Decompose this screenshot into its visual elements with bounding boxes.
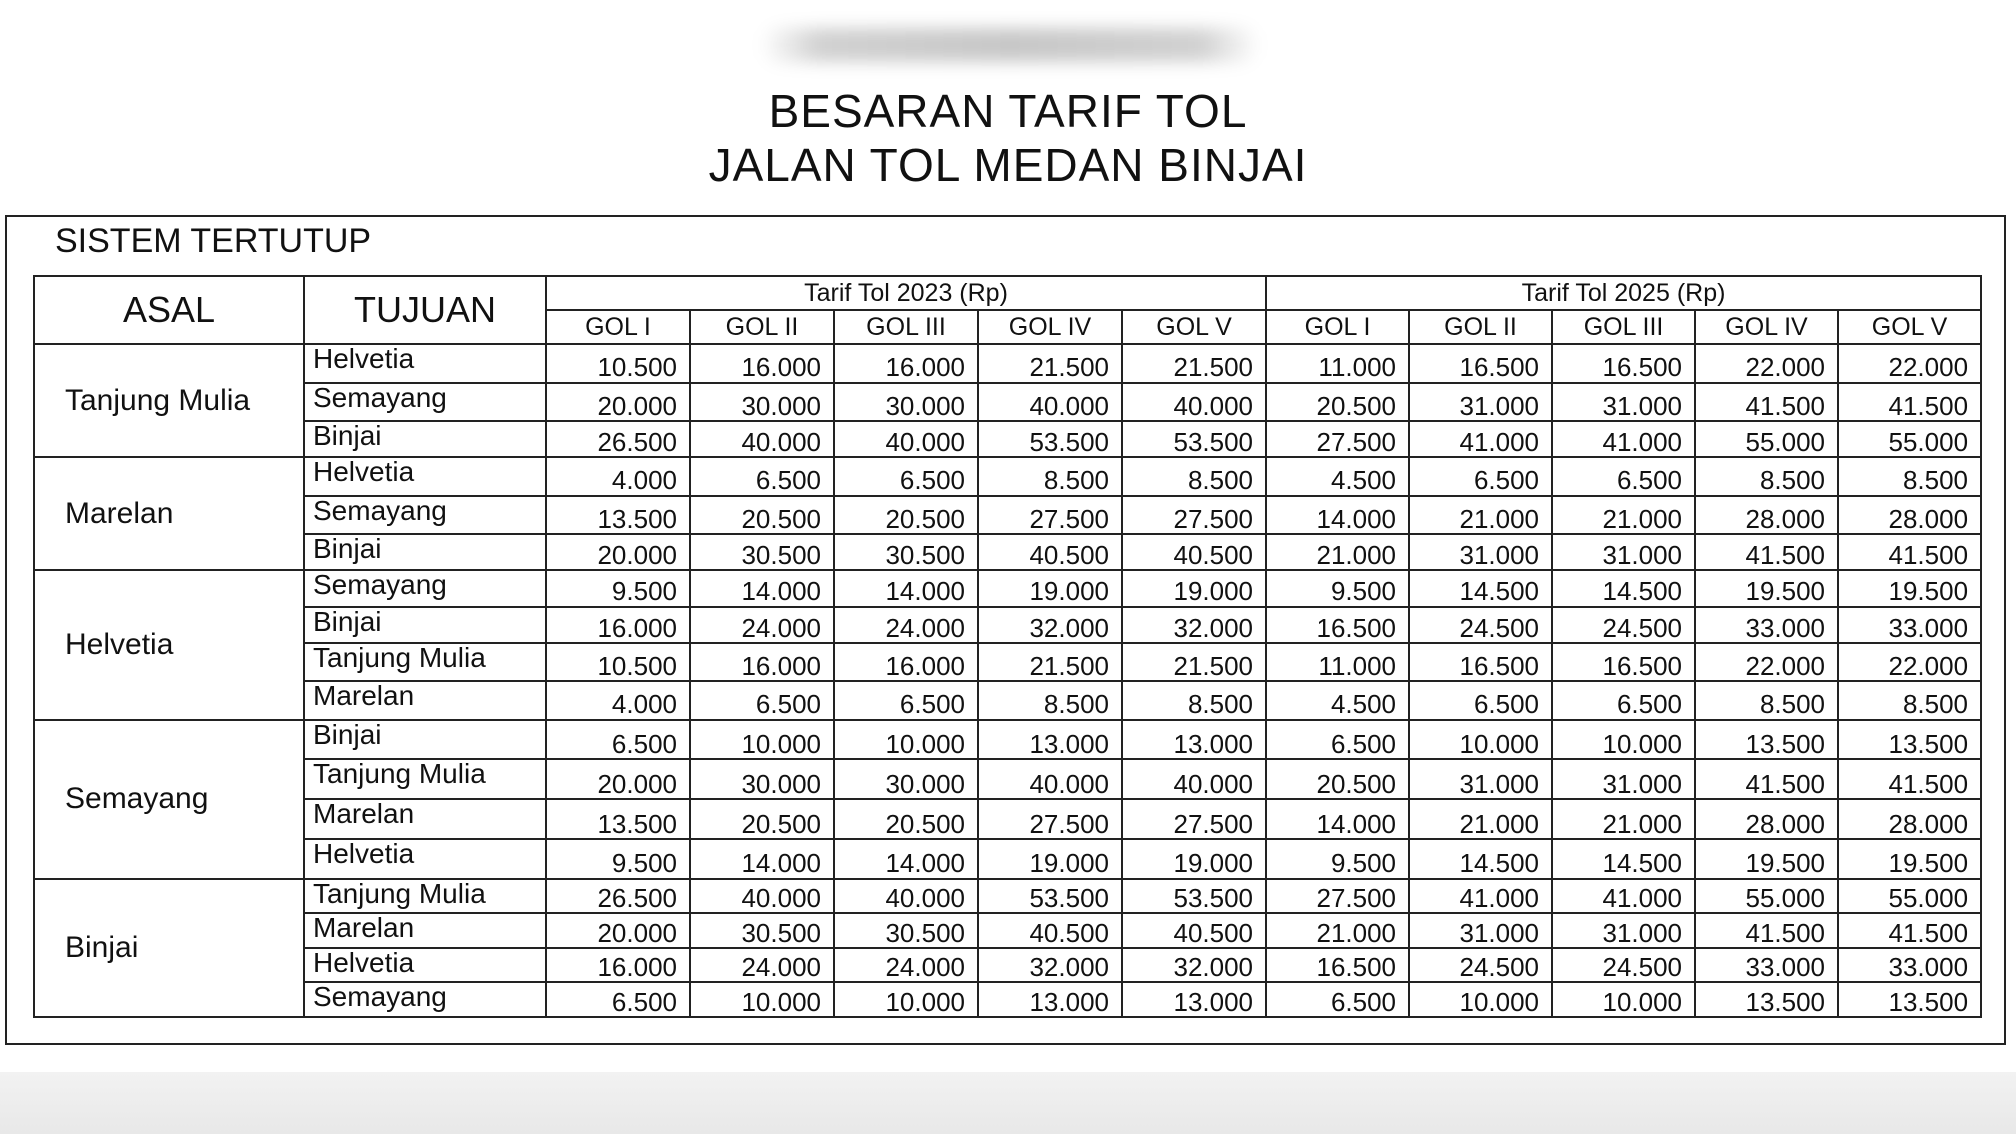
- system-label: SISTEM TERTUTUP: [55, 222, 372, 260]
- tariff-cell-2023-gol-3: 40.000: [834, 421, 978, 457]
- tariff-cell-2023-gol-3: 14.000: [834, 839, 978, 879]
- tariff-cell-2023-gol-3: 30.000: [834, 759, 978, 799]
- destination-cell: Binjai: [304, 534, 546, 570]
- tariff-cell-2025-gol-5: 33.000: [1838, 607, 1981, 644]
- destination-cell: Marelan: [304, 799, 546, 839]
- tariff-cell-2023-gol-5: 53.500: [1122, 421, 1266, 457]
- tariff-cell-2023-gol-4: 53.500: [978, 421, 1122, 457]
- header-2023-gol-2: GOL II: [690, 310, 834, 344]
- tariff-body: [34, 344, 1981, 1017]
- tariff-cell-2025-gol-4: 41.500: [1695, 383, 1838, 422]
- destination-cell: Binjai: [304, 607, 546, 644]
- tariff-cell-2023-gol-3: 10.000: [834, 982, 978, 1017]
- tariff-cell-2025-gol-3: 10.000: [1552, 982, 1695, 1017]
- tariff-cell-2023-gol-1: 10.500: [546, 344, 690, 383]
- destination-cell: Semayang: [304, 383, 546, 422]
- tariff-cell-2025-gol-4: 13.500: [1695, 982, 1838, 1017]
- destination-cell: Marelan: [304, 913, 546, 948]
- tariff-cell-2025-gol-4: 8.500: [1695, 681, 1838, 720]
- header-2025-gol-2: GOL II: [1409, 310, 1552, 344]
- tariff-cell-2023-gol-1: 4.000: [546, 457, 690, 496]
- tariff-cell-2025-gol-2: 10.000: [1409, 982, 1552, 1017]
- tariff-cell-2025-gol-4: 13.500: [1695, 720, 1838, 760]
- destination-cell: Helvetia: [304, 457, 546, 496]
- blurred-footer-area: [0, 1072, 2016, 1134]
- table-row: [34, 643, 1981, 681]
- tariff-cell-2025-gol-5: 22.000: [1838, 643, 1981, 681]
- tariff-cell-2023-gol-1: 6.500: [546, 720, 690, 760]
- tariff-cell-2023-gol-4: 19.000: [978, 570, 1122, 607]
- tariff-cell-2023-gol-4: 21.500: [978, 643, 1122, 681]
- tariff-cell-2025-gol-4: 41.500: [1695, 759, 1838, 799]
- destination-cell: Helvetia: [304, 344, 546, 383]
- origin-cell: Semayang: [34, 720, 304, 879]
- tariff-cell-2025-gol-4: 33.000: [1695, 948, 1838, 983]
- header-2023-gol-1: GOL I: [546, 310, 690, 344]
- tariff-cell-2025-gol-2: 41.000: [1409, 421, 1552, 457]
- table-row: [34, 759, 1981, 799]
- header-2025-gol-1: GOL I: [1266, 310, 1409, 344]
- tariff-cell-2023-gol-2: 24.000: [690, 948, 834, 983]
- tariff-cell-2025-gol-3: 6.500: [1552, 681, 1695, 720]
- tariff-cell-2025-gol-3: 14.500: [1552, 570, 1695, 607]
- tariff-cell-2025-gol-4: 55.000: [1695, 421, 1838, 457]
- tariff-cell-2025-gol-5: 13.500: [1838, 982, 1981, 1017]
- header-2023-gol-3: GOL III: [834, 310, 978, 344]
- tariff-cell-2023-gol-4: 13.000: [978, 720, 1122, 760]
- tariff-cell-2025-gol-3: 10.000: [1552, 720, 1695, 760]
- tariff-cell-2023-gol-3: 24.000: [834, 607, 978, 644]
- table-row: [34, 607, 1981, 644]
- tariff-cell-2025-gol-2: 21.000: [1409, 496, 1552, 535]
- tariff-cell-2025-gol-5: 41.500: [1838, 534, 1981, 570]
- header-2025-gol-3: GOL III: [1552, 310, 1695, 344]
- tariff-cell-2025-gol-4: 55.000: [1695, 879, 1838, 914]
- tariff-cell-2023-gol-5: 19.000: [1122, 839, 1266, 879]
- tariff-cell-2023-gol-4: 32.000: [978, 948, 1122, 983]
- tariff-cell-2023-gol-5: 13.000: [1122, 720, 1266, 760]
- tariff-cell-2025-gol-1: 16.500: [1266, 607, 1409, 644]
- table-row: [34, 948, 1981, 983]
- tariff-cell-2025-gol-3: 21.000: [1552, 799, 1695, 839]
- tariff-cell-2025-gol-1: 21.000: [1266, 913, 1409, 948]
- tariff-cell-2023-gol-1: 13.500: [546, 799, 690, 839]
- header-asal: ASAL: [34, 276, 304, 344]
- page-title-line-2: JALAN TOL MEDAN BINJAI: [708, 139, 1308, 191]
- tariff-cell-2023-gol-3: 20.500: [834, 496, 978, 535]
- tariff-cell-2025-gol-1: 16.500: [1266, 948, 1409, 983]
- header-2023-gol-4: GOL IV: [978, 310, 1122, 344]
- table-row: [34, 421, 1981, 457]
- tariff-cell-2025-gol-1: 27.500: [1266, 421, 1409, 457]
- tariff-cell-2025-gol-3: 24.500: [1552, 607, 1695, 644]
- tariff-cell-2025-gol-4: 28.000: [1695, 496, 1838, 535]
- tariff-cell-2023-gol-5: 21.500: [1122, 643, 1266, 681]
- tariff-cell-2023-gol-3: 20.500: [834, 799, 978, 839]
- table-row: [34, 839, 1981, 879]
- tariff-cell-2025-gol-5: 55.000: [1838, 879, 1981, 914]
- tariff-cell-2025-gol-1: 9.500: [1266, 839, 1409, 879]
- tariff-cell-2023-gol-2: 14.000: [690, 839, 834, 879]
- tariff-cell-2025-gol-3: 24.500: [1552, 948, 1695, 983]
- tariff-cell-2025-gol-5: 28.000: [1838, 496, 1981, 535]
- tariff-cell-2025-gol-2: 14.500: [1409, 570, 1552, 607]
- tariff-cell-2025-gol-4: 33.000: [1695, 607, 1838, 644]
- tariff-cell-2023-gol-1: 9.500: [546, 839, 690, 879]
- tariff-cell-2025-gol-4: 19.500: [1695, 839, 1838, 879]
- table-row: [34, 344, 1981, 383]
- destination-cell: Binjai: [304, 720, 546, 760]
- tariff-cell-2025-gol-5: 13.500: [1838, 720, 1981, 760]
- tariff-cell-2025-gol-2: 6.500: [1409, 681, 1552, 720]
- tariff-cell-2025-gol-3: 16.500: [1552, 643, 1695, 681]
- destination-cell: Semayang: [304, 982, 546, 1017]
- destination-cell: Helvetia: [304, 839, 546, 879]
- tariff-cell-2023-gol-1: 13.500: [546, 496, 690, 535]
- tariff-cell-2023-gol-1: 16.000: [546, 948, 690, 983]
- tariff-cell-2025-gol-2: 16.500: [1409, 344, 1552, 383]
- table-row: [34, 496, 1981, 535]
- tariff-cell-2023-gol-4: 40.000: [978, 383, 1122, 422]
- destination-cell: Semayang: [304, 496, 546, 535]
- page-title-line-1: BESARAN TARIF TOL: [768, 85, 1248, 137]
- tariff-cell-2025-gol-5: 28.000: [1838, 799, 1981, 839]
- tariff-cell-2025-gol-3: 31.000: [1552, 759, 1695, 799]
- tariff-cell-2023-gol-5: 8.500: [1122, 457, 1266, 496]
- header-tarif-2025: Tarif Tol 2025 (Rp): [1266, 276, 1981, 310]
- tariff-cell-2025-gol-2: 31.000: [1409, 913, 1552, 948]
- blurred-header-area: [760, 28, 1260, 62]
- tariff-cell-2023-gol-5: 13.000: [1122, 982, 1266, 1017]
- destination-cell: Semayang: [304, 570, 546, 607]
- tariff-cell-2025-gol-3: 31.000: [1552, 534, 1695, 570]
- tariff-cell-2025-gol-1: 6.500: [1266, 720, 1409, 760]
- tariff-cell-2023-gol-5: 8.500: [1122, 681, 1266, 720]
- tariff-cell-2025-gol-2: 31.000: [1409, 383, 1552, 422]
- header-tarif-2023: Tarif Tol 2023 (Rp): [546, 276, 1266, 310]
- tariff-cell-2023-gol-3: 16.000: [834, 643, 978, 681]
- origin-cell: Helvetia: [34, 570, 304, 720]
- table-row: [34, 879, 1981, 914]
- destination-cell: Tanjung Mulia: [304, 879, 546, 914]
- tariff-cell-2023-gol-3: 40.000: [834, 879, 978, 914]
- tariff-cell-2023-gol-1: 9.500: [546, 570, 690, 607]
- tariff-cell-2025-gol-5: 8.500: [1838, 681, 1981, 720]
- tariff-table: [33, 275, 1982, 1018]
- tariff-cell-2023-gol-1: 20.000: [546, 913, 690, 948]
- tariff-cell-2023-gol-4: 27.500: [978, 799, 1122, 839]
- tariff-cell-2023-gol-3: 10.000: [834, 720, 978, 760]
- tariff-cell-2025-gol-4: 22.000: [1695, 643, 1838, 681]
- tariff-cell-2025-gol-4: 8.500: [1695, 457, 1838, 496]
- tariff-cell-2025-gol-1: 11.000: [1266, 643, 1409, 681]
- origin-cell: Tanjung Mulia: [34, 344, 304, 457]
- tariff-cell-2025-gol-3: 41.000: [1552, 879, 1695, 914]
- table-row: [34, 913, 1981, 948]
- tariff-cell-2025-gol-4: 19.500: [1695, 570, 1838, 607]
- tariff-cell-2025-gol-2: 16.500: [1409, 643, 1552, 681]
- tariff-cell-2023-gol-4: 40.000: [978, 759, 1122, 799]
- table-row: [34, 383, 1981, 422]
- tariff-cell-2023-gol-1: 16.000: [546, 607, 690, 644]
- table-row: [34, 799, 1981, 839]
- tariff-cell-2023-gol-2: 6.500: [690, 681, 834, 720]
- header-tujuan: TUJUAN: [304, 276, 546, 344]
- tariff-cell-2025-gol-4: 41.500: [1695, 534, 1838, 570]
- tariff-cell-2025-gol-1: 21.000: [1266, 534, 1409, 570]
- tariff-cell-2025-gol-2: 31.000: [1409, 534, 1552, 570]
- tariff-cell-2025-gol-5: 33.000: [1838, 948, 1981, 983]
- tariff-cell-2023-gol-1: 10.500: [546, 643, 690, 681]
- tariff-cell-2023-gol-4: 21.500: [978, 344, 1122, 383]
- tariff-cell-2023-gol-5: 40.500: [1122, 534, 1266, 570]
- tariff-cell-2025-gol-1: 4.500: [1266, 457, 1409, 496]
- tariff-cell-2025-gol-5: 41.500: [1838, 759, 1981, 799]
- header-2025-gol-4: GOL IV: [1695, 310, 1838, 344]
- tariff-cell-2025-gol-3: 31.000: [1552, 383, 1695, 422]
- tariff-cell-2025-gol-2: 10.000: [1409, 720, 1552, 760]
- tariff-cell-2023-gol-5: 53.500: [1122, 879, 1266, 914]
- origin-cell: Marelan: [34, 457, 304, 570]
- tariff-cell-2025-gol-3: 14.500: [1552, 839, 1695, 879]
- tariff-cell-2023-gol-2: 10.000: [690, 982, 834, 1017]
- tariff-cell-2025-gol-1: 14.000: [1266, 496, 1409, 535]
- table-row: [34, 457, 1981, 496]
- tariff-cell-2025-gol-1: 14.000: [1266, 799, 1409, 839]
- tariff-cell-2023-gol-1: 26.500: [546, 879, 690, 914]
- tariff-cell-2023-gol-1: 26.500: [546, 421, 690, 457]
- tariff-cell-2023-gol-3: 6.500: [834, 681, 978, 720]
- tariff-cell-2025-gol-2: 31.000: [1409, 759, 1552, 799]
- tariff-cell-2023-gol-2: 16.000: [690, 643, 834, 681]
- tariff-cell-2023-gol-5: 27.500: [1122, 496, 1266, 535]
- tariff-cell-2023-gol-3: 14.000: [834, 570, 978, 607]
- tariff-cell-2023-gol-5: 40.500: [1122, 913, 1266, 948]
- tariff-cell-2023-gol-2: 16.000: [690, 344, 834, 383]
- tariff-cell-2023-gol-2: 40.000: [690, 879, 834, 914]
- tariff-cell-2023-gol-4: 8.500: [978, 681, 1122, 720]
- tariff-cell-2023-gol-5: 21.500: [1122, 344, 1266, 383]
- origin-cell: Binjai: [34, 879, 304, 1017]
- tariff-cell-2025-gol-5: 19.500: [1838, 839, 1981, 879]
- table-row: [34, 681, 1981, 720]
- table-row: [34, 720, 1981, 760]
- tariff-cell-2023-gol-3: 24.000: [834, 948, 978, 983]
- tariff-cell-2023-gol-3: 16.000: [834, 344, 978, 383]
- tariff-cell-2023-gol-4: 40.500: [978, 534, 1122, 570]
- tariff-cell-2023-gol-3: 30.000: [834, 383, 978, 422]
- tariff-cell-2025-gol-4: 28.000: [1695, 799, 1838, 839]
- tariff-cell-2025-gol-1: 20.500: [1266, 759, 1409, 799]
- tariff-cell-2023-gol-2: 10.000: [690, 720, 834, 760]
- tariff-cell-2023-gol-4: 8.500: [978, 457, 1122, 496]
- tariff-cell-2025-gol-3: 6.500: [1552, 457, 1695, 496]
- header-2025-gol-5: GOL V: [1838, 310, 1981, 344]
- tariff-cell-2025-gol-2: 41.000: [1409, 879, 1552, 914]
- tariff-cell-2023-gol-3: 30.500: [834, 913, 978, 948]
- tariff-cell-2023-gol-1: 20.000: [546, 383, 690, 422]
- tariff-cell-2023-gol-2: 30.000: [690, 759, 834, 799]
- tariff-cell-2023-gol-1: 4.000: [546, 681, 690, 720]
- tariff-cell-2025-gol-1: 20.500: [1266, 383, 1409, 422]
- header-2023-gol-5: GOL V: [1122, 310, 1266, 344]
- tariff-cell-2025-gol-3: 21.000: [1552, 496, 1695, 535]
- tariff-cell-2023-gol-1: 20.000: [546, 534, 690, 570]
- tariff-cell-2023-gol-4: 27.500: [978, 496, 1122, 535]
- destination-cell: Tanjung Mulia: [304, 759, 546, 799]
- table-row: [34, 534, 1981, 570]
- tariff-cell-2023-gol-5: 40.000: [1122, 383, 1266, 422]
- tariff-cell-2025-gol-2: 24.500: [1409, 607, 1552, 644]
- tariff-cell-2023-gol-2: 30.000: [690, 383, 834, 422]
- table-row: [34, 982, 1981, 1017]
- tariff-cell-2023-gol-2: 24.000: [690, 607, 834, 644]
- tariff-cell-2025-gol-2: 6.500: [1409, 457, 1552, 496]
- tariff-cell-2023-gol-4: 32.000: [978, 607, 1122, 644]
- tariff-cell-2025-gol-5: 41.500: [1838, 383, 1981, 422]
- tariff-cell-2023-gol-2: 30.500: [690, 534, 834, 570]
- tariff-cell-2025-gol-2: 21.000: [1409, 799, 1552, 839]
- tariff-cell-2023-gol-5: 32.000: [1122, 607, 1266, 644]
- tariff-cell-2023-gol-2: 14.000: [690, 570, 834, 607]
- destination-cell: Tanjung Mulia: [304, 643, 546, 681]
- destination-cell: Marelan: [304, 681, 546, 720]
- tariff-cell-2025-gol-2: 24.500: [1409, 948, 1552, 983]
- tariff-cell-2025-gol-3: 16.500: [1552, 344, 1695, 383]
- tariff-cell-2023-gol-1: 6.500: [546, 982, 690, 1017]
- tariff-cell-2023-gol-5: 27.500: [1122, 799, 1266, 839]
- tariff-cell-2025-gol-5: 55.000: [1838, 421, 1981, 457]
- tariff-cell-2025-gol-1: 11.000: [1266, 344, 1409, 383]
- tariff-cell-2025-gol-3: 41.000: [1552, 421, 1695, 457]
- destination-cell: Helvetia: [304, 948, 546, 983]
- tariff-cell-2025-gol-5: 8.500: [1838, 457, 1981, 496]
- tariff-cell-2025-gol-1: 9.500: [1266, 570, 1409, 607]
- tariff-cell-2025-gol-5: 22.000: [1838, 344, 1981, 383]
- tariff-cell-2025-gol-4: 22.000: [1695, 344, 1838, 383]
- tariff-cell-2023-gol-4: 13.000: [978, 982, 1122, 1017]
- tariff-cell-2023-gol-2: 30.500: [690, 913, 834, 948]
- tariff-cell-2025-gol-2: 14.500: [1409, 839, 1552, 879]
- table-row: [34, 570, 1981, 607]
- tariff-cell-2023-gol-5: 19.000: [1122, 570, 1266, 607]
- tariff-cell-2025-gol-5: 41.500: [1838, 913, 1981, 948]
- tariff-cell-2025-gol-3: 31.000: [1552, 913, 1695, 948]
- tariff-cell-2023-gol-4: 40.500: [978, 913, 1122, 948]
- tariff-cell-2023-gol-2: 6.500: [690, 457, 834, 496]
- tariff-cell-2025-gol-5: 19.500: [1838, 570, 1981, 607]
- tariff-cell-2023-gol-4: 53.500: [978, 879, 1122, 914]
- tariff-cell-2023-gol-2: 20.500: [690, 496, 834, 535]
- tariff-cell-2025-gol-4: 41.500: [1695, 913, 1838, 948]
- tariff-cell-2023-gol-3: 30.500: [834, 534, 978, 570]
- tariff-cell-2025-gol-1: 6.500: [1266, 982, 1409, 1017]
- tariff-cell-2025-gol-1: 4.500: [1266, 681, 1409, 720]
- tariff-cell-2023-gol-2: 20.500: [690, 799, 834, 839]
- tariff-cell-2023-gol-5: 32.000: [1122, 948, 1266, 983]
- tariff-cell-2023-gol-2: 40.000: [690, 421, 834, 457]
- tariff-cell-2023-gol-1: 20.000: [546, 759, 690, 799]
- destination-cell: Binjai: [304, 421, 546, 457]
- tariff-cell-2023-gol-4: 19.000: [978, 839, 1122, 879]
- tariff-cell-2023-gol-3: 6.500: [834, 457, 978, 496]
- tariff-cell-2023-gol-5: 40.000: [1122, 759, 1266, 799]
- tariff-cell-2025-gol-1: 27.500: [1266, 879, 1409, 914]
